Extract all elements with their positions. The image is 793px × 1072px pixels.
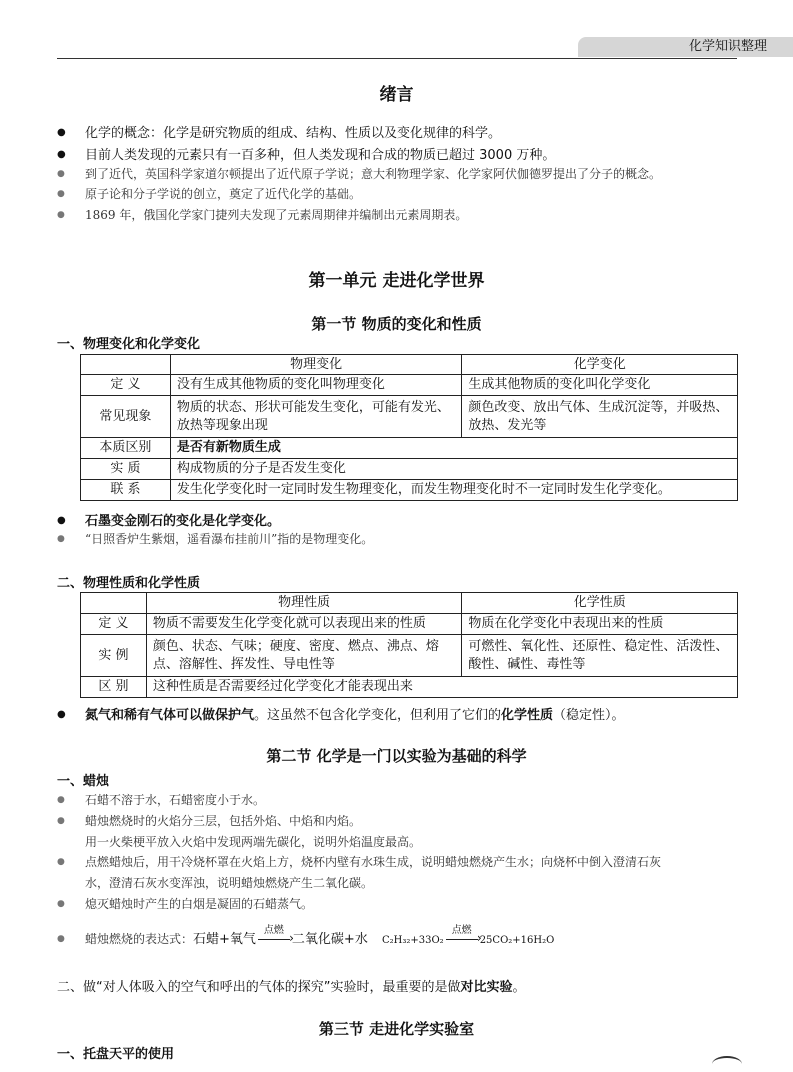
chem-reaction-arrow: 点燃 › [444,932,480,947]
row-label: 实 例 [81,635,147,677]
bullet-icon [57,793,85,808]
balance-heading: 一、托盘天平的使用 [57,1047,175,1062]
table-corner [81,355,171,375]
table-row [81,677,738,698]
table-cell: 物质不需要发生化学变化就可以表现出来的性质 [146,614,462,635]
section-2-title: 第二节 化学是一门以实验为基础的科学 [266,747,527,765]
table-cell: 颜色改变、放出气体、生成沉淀等，并吸热、 放热、发光等 [462,396,738,438]
table-cell: 没有生成其他物质的变化叫物理变化 [170,375,462,396]
intro-title: 绪言 [379,85,414,105]
intro-bullet-5: ●1869 年，俄国化学家门捷列夫发现了元素周期律并编制出元素周期表。 [57,206,467,223]
bullet-icon [57,532,85,547]
intro-bullet-1: ●化学的概念：化学是研究物质的组成、结构、性质以及变化规律的科学。 [57,122,501,141]
row-label: 区 别 [81,677,147,698]
bullet-icon [57,932,85,947]
bullet-icon [57,897,85,912]
candle-bullet-1: ●石蜡不溶于水，石蜡密度小于水。 [57,791,265,808]
table-corner [81,593,147,614]
unit-title: 第一单元 走进化学世界 [308,271,485,291]
change-table [80,354,738,501]
intro-bullet-2: ●目前人类发现的元素只有一百多种，但人类发现和合成的物质已超过 3000 万种。 [57,144,555,163]
bullet-icon [57,208,85,223]
row-label: 定 义 [81,375,171,396]
candle-bullet-3: ●点燃蜡烛后，用干冷烧杯罩在火焰上方，烧杯内壁有水珠生成，说明蜡烛燃烧产生水；向烧杯中倒入澄清石灰 [57,853,661,870]
bullet-icon [57,708,85,723]
bullet-icon [57,187,85,202]
candle-formula: ●蜡烛燃烧的表达式：石蜡+氧气 点燃 ›二氧化碳+水 C₂H₃₂+33O₂ 点燃 ›25CO₂+16H₂O [57,928,554,947]
table-row [81,396,738,438]
intro-bullet-4: ●原子论和分子学说的创立，奠定了近代化学的基础。 [57,185,361,202]
section-2-part-2: 二、做“对人体吸入的空气和呼出的气体的探究”实验时，最重要的是做对比实验。 [57,980,526,995]
candle-heading: 一、蜡烛 [57,774,110,789]
bullet-icon [57,167,85,182]
table-row [81,593,738,614]
change-note-2: ●“日照香炉生紫烟，遥看瀑布挂前川”指的是物理变化。 [57,530,373,547]
section-1-title: 第一节 物质的变化和性质 [311,315,482,333]
table-header-chemical-change: 化学变化 [462,355,738,375]
table-row [81,480,738,501]
table-cell: 物质在化学变化中表现出来的性质 [462,614,738,635]
page-curl-icon [712,1056,742,1072]
bullet-icon [57,514,85,529]
table-row [81,438,738,459]
table-cell: 构成物质的分子是否发生变化 [170,459,737,480]
candle-bullet-4: ●熄灭蜡烛时产生的白烟是凝固的石蜡蒸气。 [57,895,313,912]
table-cell: 可燃性、氧化性、还原性、稳定性、活泼性、 酸性、碱性、毒性等 [462,635,738,677]
row-label: 定 义 [81,614,147,635]
table-header-chemical-property: 化学性质 [462,593,738,614]
candle-line-3: 用一火柴梗平放入火焰中发现两端先碳化，说明外焰温度最高。 [85,835,422,849]
bullet-icon [57,855,85,870]
table-cell: 是否有新物质生成 [170,438,737,459]
section-3-title: 第三节 走进化学实验室 [318,1020,475,1038]
table-row [81,459,738,480]
property-table [80,592,738,698]
header-divider [57,58,737,59]
intro-bullet-3: ●到了近代，英国科学家道尔顿提出了近代原子学说；意大利物理学家、化学家阿伏伽德罗提出了分子的概念。 [57,165,661,182]
table-cell: 物质的状态、形状可能发生变化，可能有发光、 放热等现象出现 [170,396,462,438]
candle-bullet-2: ●蜡烛燃烧时的火焰分三层，包括外焰、中焰和内焰。 [57,812,361,829]
bullet-icon [57,126,85,141]
table-header-physical-property: 物理性质 [146,593,462,614]
table-row [81,614,738,635]
row-label: 常见现象 [81,396,171,438]
candle-line-5: 水，澄清石灰水变浑浊，说明蜡烛燃烧产生二氧化碳。 [85,876,374,890]
table-cell: 发生化学变化时一定同时发生物理变化，而发生物理变化时不一定同时发生化学变化。 [170,480,737,501]
table-header-physical-change: 物理变化 [170,355,462,375]
table-cell: 这种性质是否需要经过化学变化才能表现出来 [146,677,737,698]
change-note-1: ●石墨变金刚石的变化是化学变化。 [57,510,280,529]
table-row [81,635,738,677]
header-tab: 化学知识整理 [578,37,793,57]
table-cell: 生成其他物质的变化叫化学变化 [462,375,738,396]
table-row [81,355,738,375]
row-label: 联 系 [81,480,171,501]
row-label: 本质区别 [81,438,171,459]
physical-chemical-property-heading: 二、物理性质和化学性质 [57,576,201,591]
row-label: 实 质 [81,459,171,480]
table-row [81,375,738,396]
bullet-icon [57,148,85,163]
bullet-icon [57,814,85,829]
property-note: ●氮气和稀有气体可以做保护气。这虽然不包含化学变化，但利用了它们的化学性质（稳定性）。 [57,704,625,723]
physical-chemical-change-heading: 一、物理变化和化学变化 [57,337,201,352]
table-cell: 颜色、状态、气味；硬度、密度、燃点、沸点、熔 点、溶解性、挥发性、导电性等 [146,635,462,677]
reaction-arrow: 点燃 › [256,932,292,947]
